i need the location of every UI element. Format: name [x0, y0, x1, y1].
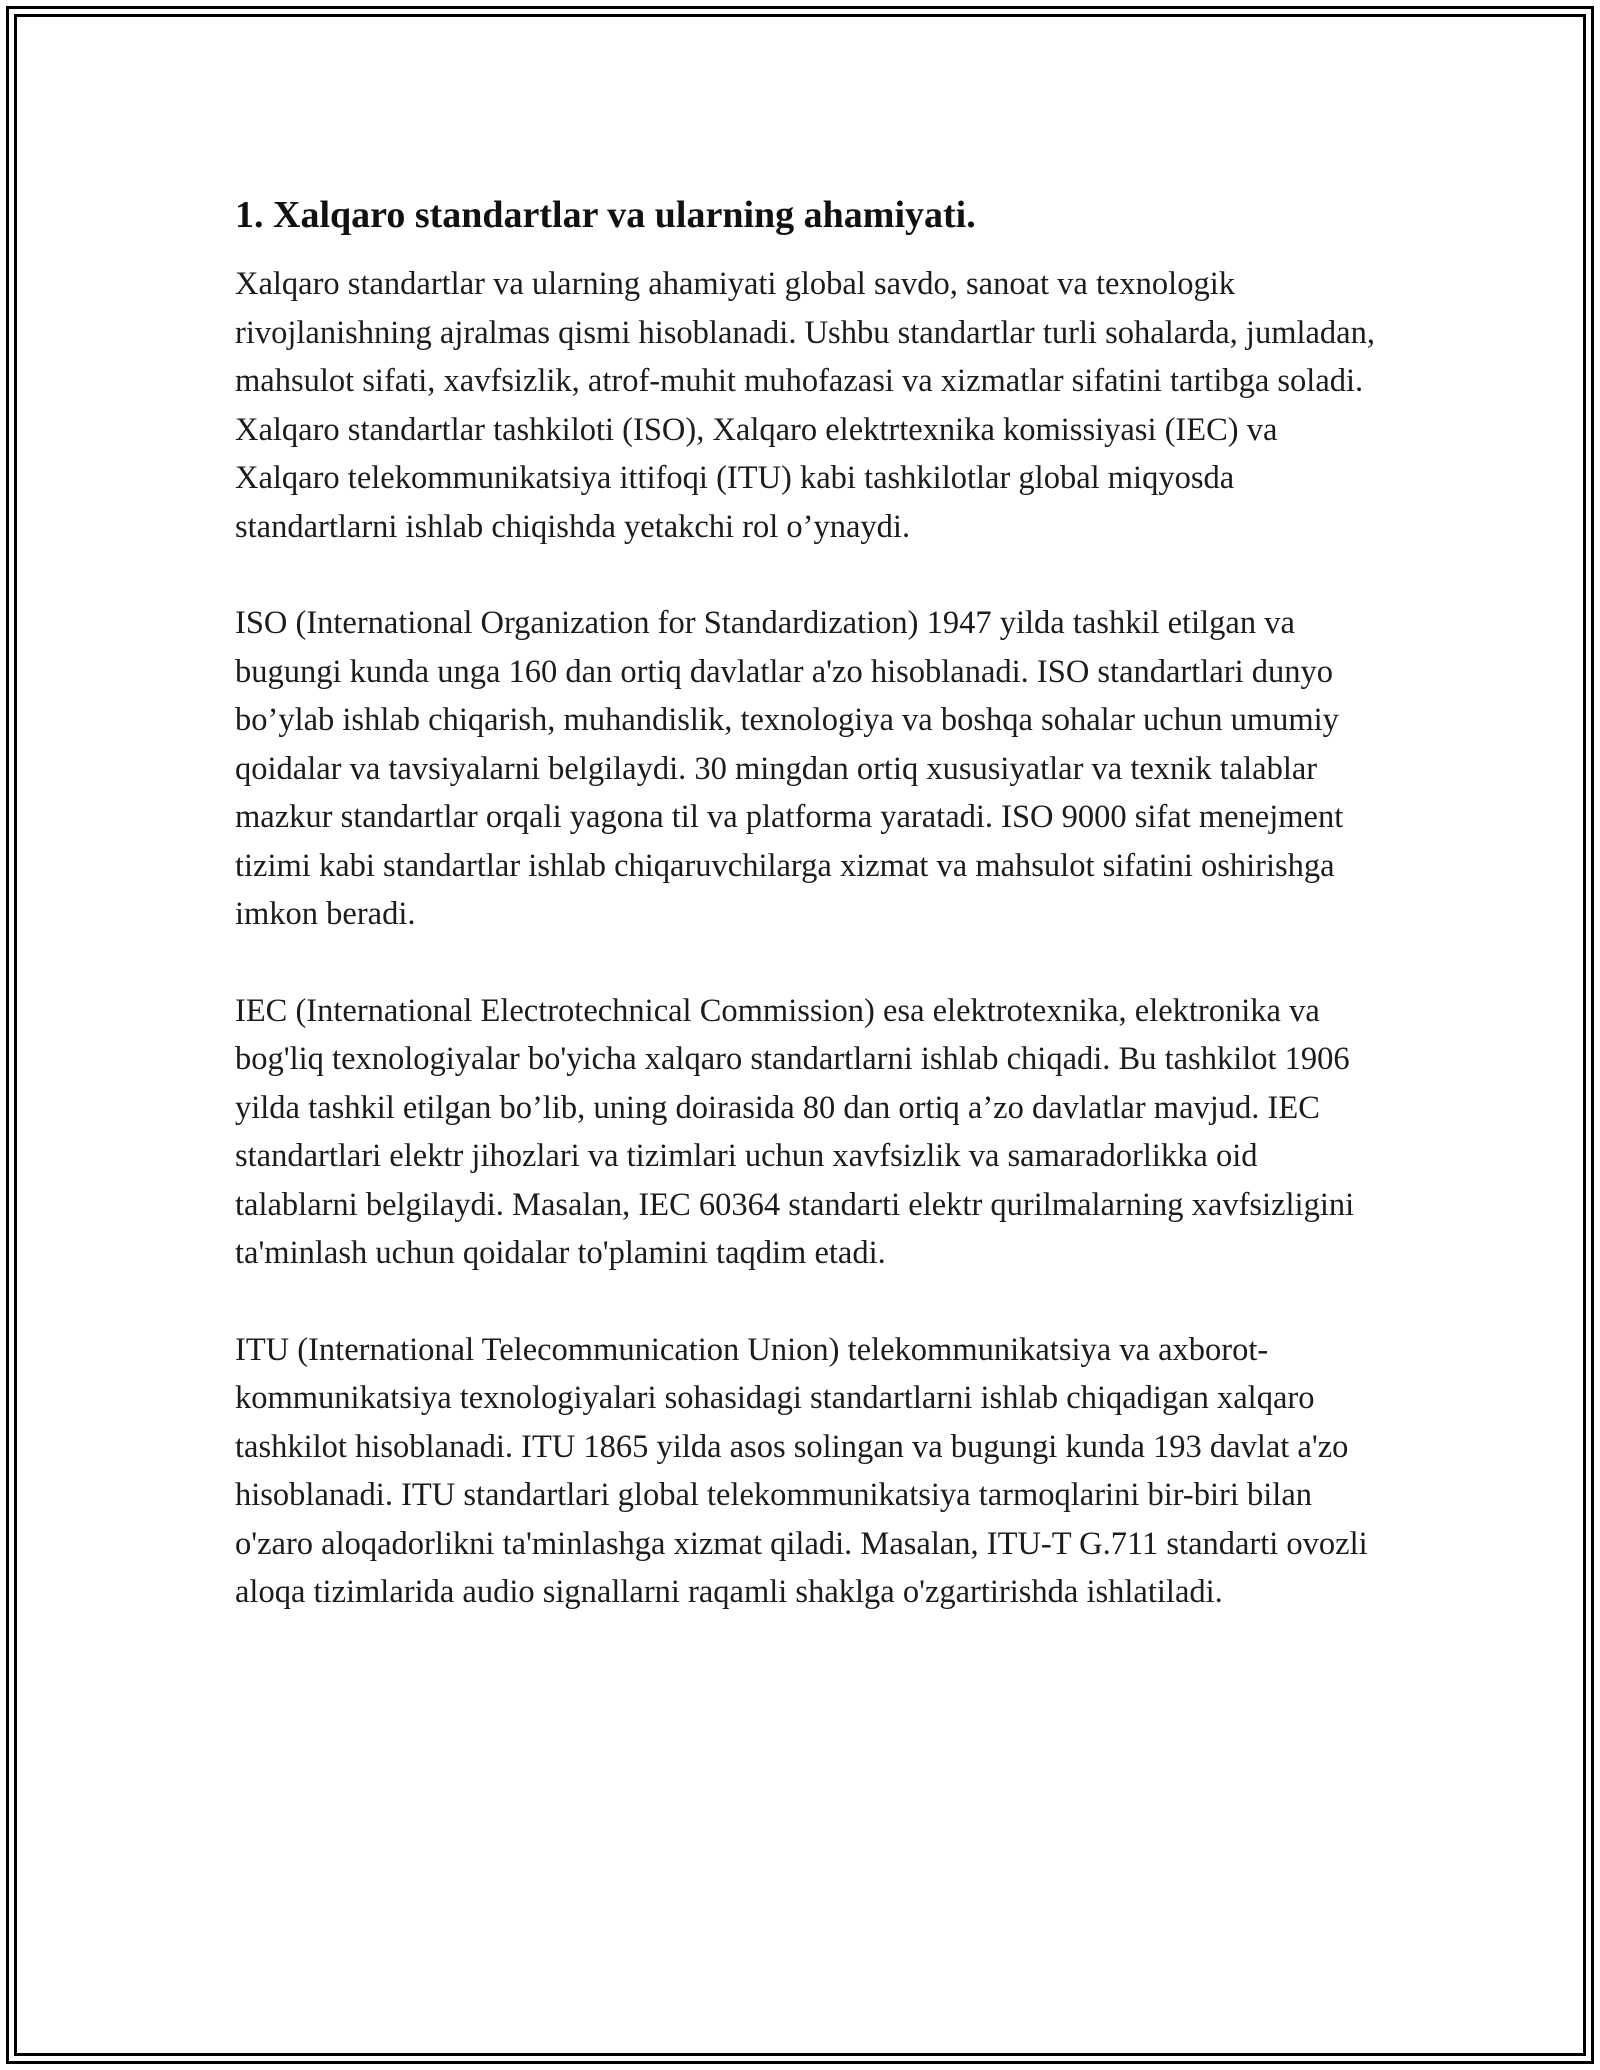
paragraph-intro: Xalqaro standartlar va ularning ahamiyati global savdo, sanoat va texnologik rivojlanishning ajralmas qismi hisoblanadi. Ushbu standartlar turli sohalarda, jumladan, mahsulot sifati, xavfsizlik, atrof-muhit muhofazasi va xizmatlar sifatini tartibga soladi. Xalqaro standartlar tashkiloti (ISO), Xalqaro elektrtexnika komissiyasi (IEC) va Xalqaro telekommunikatsiya ittifoqi (ITU) kabi tashkilotlar global miqyosda standartlarni ishlab chiqishda yetakchi rol o’ynaydi.: [235, 266, 1375, 545]
paragraph-iso: ISO (International Organization for Standardization) 1947 yilda tashkil etilgan va bugungi kunda unga 160 dan ortiq davlatlar a'zo hisoblanadi. ISO standartlari dunyo bo’ylab ishlab chiqarish, muhandislik, texnologiya va boshqa sohalar uchun umumiy qoidalar va tavsiyalarni belgilaydi. 30 mingdan ortiq xususiyatlar va texnik talablar mazkur standartlar orqali yagona til va platforma yaratadi. ISO 9000 sifat menejment tizimi kabi standartlar ishlab chiqaruvchilarga xizmat va mahsulot sifatini oshirishga imkon beradi.: [235, 605, 1344, 932]
document-body: [235, 188, 1375, 1665]
paragraph-iec: IEC (International Electrotechnical Commission) esa elektrotexnika, elektronika va bog'liq texnologiyalar bo'yicha xalqaro standartlarni ishlab chiqadi. Bu tashkilot 1906 yilda tashkil etilgan bo’lib, uning doirasida 80 dan ortiq a’zo davlatlar mavjud. IEC standartlari elektr jihozlari va tizimlari uchun xavfsizlik va samaradorlikka oid talablarni belgilaydi. Masalan, IEC 60364 standarti elektr qurilmalarning xavfsizligini ta'minlash uchun qoidalar to'plamini taqdim etadi.: [235, 992, 1355, 1271]
section-heading: 1. Xalqaro standartlar va ularning ahamiyati.: [235, 194, 976, 236]
paragraph-itu: ITU (International Telecommunication Union) telekommunikatsiya va axborot-kommunikatsiya texnologiyalari sohasidagi standartlarni ishlab chiqadigan xalqaro tashkilot hisoblanadi. ITU 1865 yilda asos solingan va bugungi kunda 193 davlat a'zo hisoblanadi. ITU standartlari global telekommunikatsiya tarmoqlarini bir-biri bilan o'zaro aloqadorlikni ta'minlashga xizmat qiladi. Masalan, ITU-T G.711 standarti ovozli aloqa tizimlarida audio signallarni raqamli shaklga o'zgartirishda ishlatiladi.: [235, 1331, 1368, 1610]
